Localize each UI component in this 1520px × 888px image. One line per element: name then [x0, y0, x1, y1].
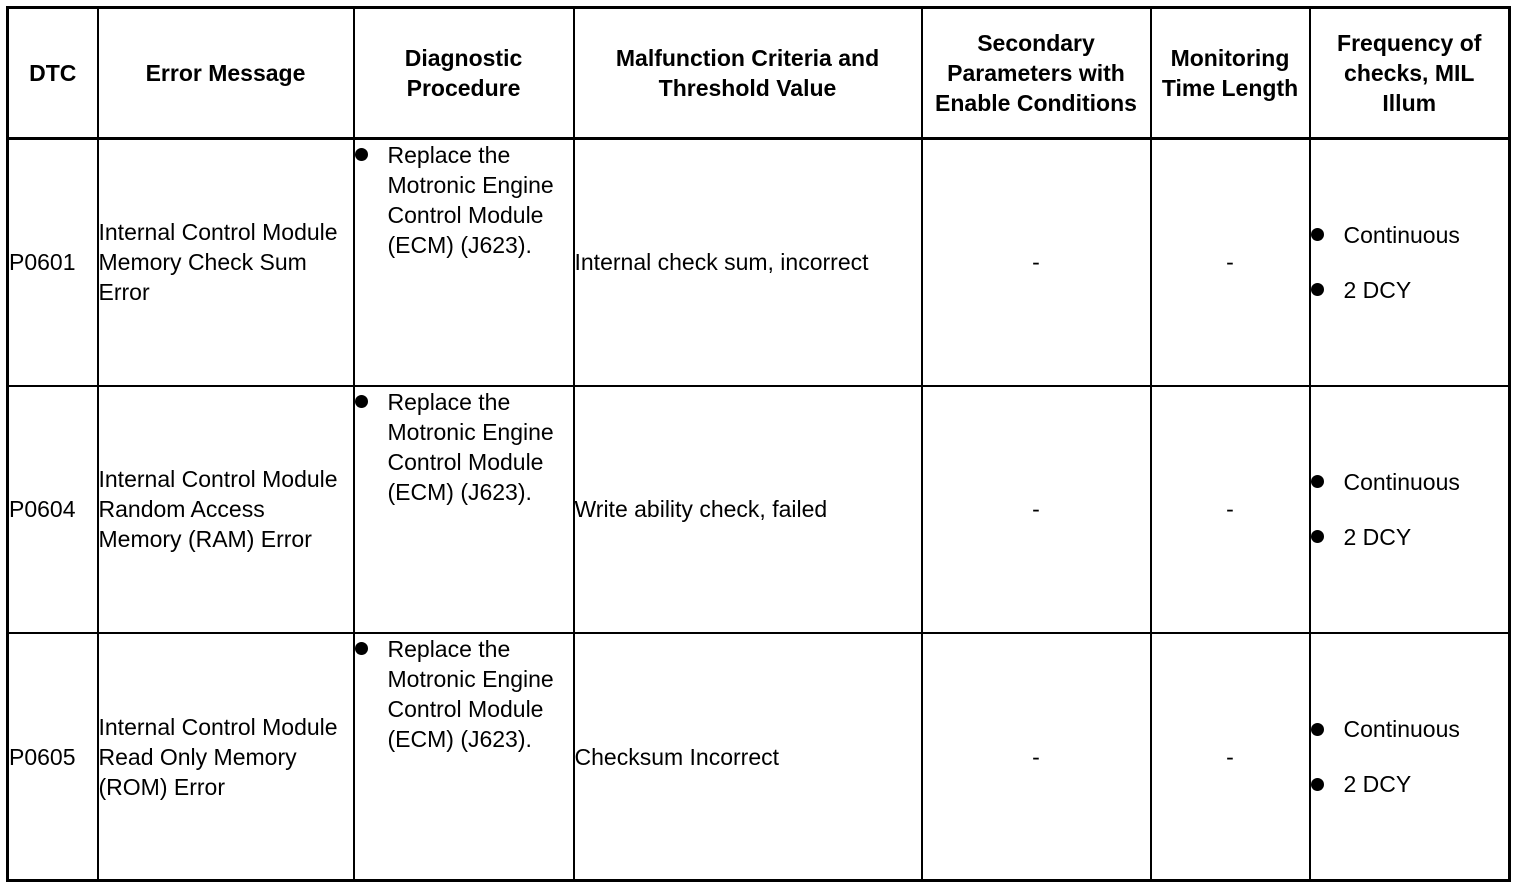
malfunction-criteria: Write ability check, failed — [574, 386, 922, 633]
header-dtc: DTC — [8, 8, 98, 139]
secondary-parameters: - — [922, 633, 1151, 880]
procedure-text: Replace the Motronic Engine Control Module (ECM) (J623). — [387, 142, 554, 258]
error-message: Internal Control Module Random Access Memory (RAM) Error — [98, 386, 354, 633]
bullet-icon — [1311, 778, 1324, 791]
diagnostic-procedure — [354, 633, 574, 880]
table-row — [8, 386, 1510, 633]
procedure-text: Replace the Motronic Engine Control Module (ECM) (J623). — [387, 636, 554, 753]
bullet-icon — [1311, 723, 1324, 736]
frequency — [1310, 139, 1510, 386]
bullet-icon — [355, 642, 368, 655]
dtc-code: P0605 — [8, 633, 98, 880]
secondary-parameters: - — [922, 139, 1151, 386]
header-secondary-parameters: Secondary Parameters with Enable Conditions — [922, 8, 1151, 139]
dtc-code: P0604 — [8, 386, 98, 633]
frequency-item: Continuous — [1343, 716, 1460, 743]
error-message: Internal Control Module Read Only Memory (ROM) Error — [98, 633, 354, 880]
bullet-icon — [1311, 530, 1324, 543]
table-row — [8, 633, 1510, 880]
malfunction-criteria: Internal check sum, incorrect — [574, 139, 922, 386]
bullet-icon — [1311, 475, 1324, 488]
monitoring-time: - — [1151, 386, 1310, 633]
bullet-icon — [355, 148, 368, 161]
monitoring-time: - — [1151, 139, 1310, 386]
frequency-item: Continuous — [1343, 468, 1460, 495]
header-row — [8, 8, 1510, 139]
error-message: Internal Control Module Memory Check Sum Error — [98, 139, 354, 386]
frequency — [1310, 386, 1510, 633]
bullet-icon — [1311, 228, 1324, 241]
frequency-item: 2 DCY — [1343, 771, 1412, 798]
malfunction-criteria: Checksum Incorrect — [574, 633, 922, 880]
header-frequency: Frequency of checks, MIL Illum — [1310, 8, 1510, 139]
header-monitoring-time: Monitoring Time Length — [1151, 8, 1310, 139]
header-error-message: Error Message — [98, 8, 354, 139]
dtc-code: P0601 — [8, 139, 98, 386]
header-diagnostic-procedure: Diagnostic Procedure — [354, 8, 574, 139]
secondary-parameters: - — [922, 386, 1151, 633]
bullet-icon — [1311, 283, 1324, 296]
procedure-text: Replace the Motronic Engine Control Module (ECM) (J623). — [387, 388, 554, 505]
diagnostic-procedure — [354, 386, 574, 633]
monitoring-time: - — [1151, 633, 1310, 880]
frequency-item: 2 DCY — [1343, 523, 1412, 550]
frequency-item: Continuous — [1343, 221, 1460, 248]
table-row — [8, 139, 1510, 386]
frequency-item: 2 DCY — [1343, 276, 1412, 303]
diagnostic-procedure — [354, 139, 574, 386]
dtc-table — [6, 6, 1511, 882]
frequency — [1310, 633, 1510, 880]
header-malfunction-criteria: Malfunction Criteria and Threshold Value — [574, 8, 922, 139]
bullet-icon — [355, 395, 368, 408]
